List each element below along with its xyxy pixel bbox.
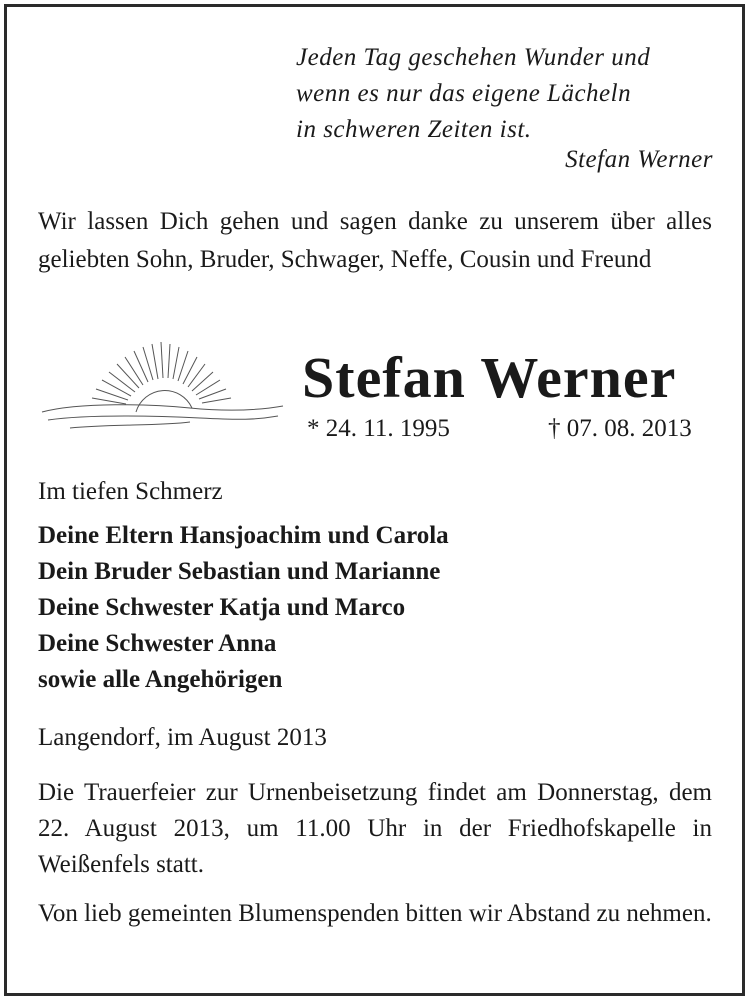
quote-line: in schweren Zeiten ist.	[296, 116, 532, 143]
quote-line: wenn es nur das eigene Lächeln	[296, 80, 632, 107]
mourner-entry: Deine Schwester Katja und Marco	[38, 594, 406, 621]
flowers-note: Von lieb gemeinten Blumenspenden bitten wir Abstand zu nehmen.	[38, 900, 712, 927]
mourner-entry: Deine Eltern Hansjoachim und Carola	[38, 522, 449, 549]
quote-author: Stefan Werner	[565, 146, 713, 173]
quote-line: Jeden Tag geschehen Wunder und	[296, 44, 651, 71]
ceremony-text: Die Trauerfeier zur Urnenbeisetzung findet am Donnerstag, dem 22. August 2013, um 11.00 Uhr in der Friedhofskapelle in Weißenfels statt.	[38, 779, 712, 878]
sunrise-icon	[40, 340, 285, 435]
place-date: Langendorf, im August 2013	[38, 724, 327, 751]
birth-date: * 24. 11. 1995	[307, 415, 450, 442]
intro-text: Wir lassen Dich gehen und sagen danke zu unserem über alles geliebten Sohn, Bruder, Schwager, Neffe, Cousin und Freund	[38, 208, 712, 273]
deceased-name: Stefan Werner	[302, 345, 677, 410]
mourner-entry: sowie alle Angehörigen	[38, 666, 283, 693]
mourners-list	[38, 518, 449, 698]
death-date: † 07. 08. 2013	[548, 415, 692, 442]
mourner-entry: Deine Schwester Anna	[38, 630, 277, 657]
grief-line: Im tiefen Schmerz	[38, 478, 223, 505]
quote	[296, 40, 650, 148]
mourner-entry: Dein Bruder Sebastian und Marianne	[38, 558, 441, 585]
